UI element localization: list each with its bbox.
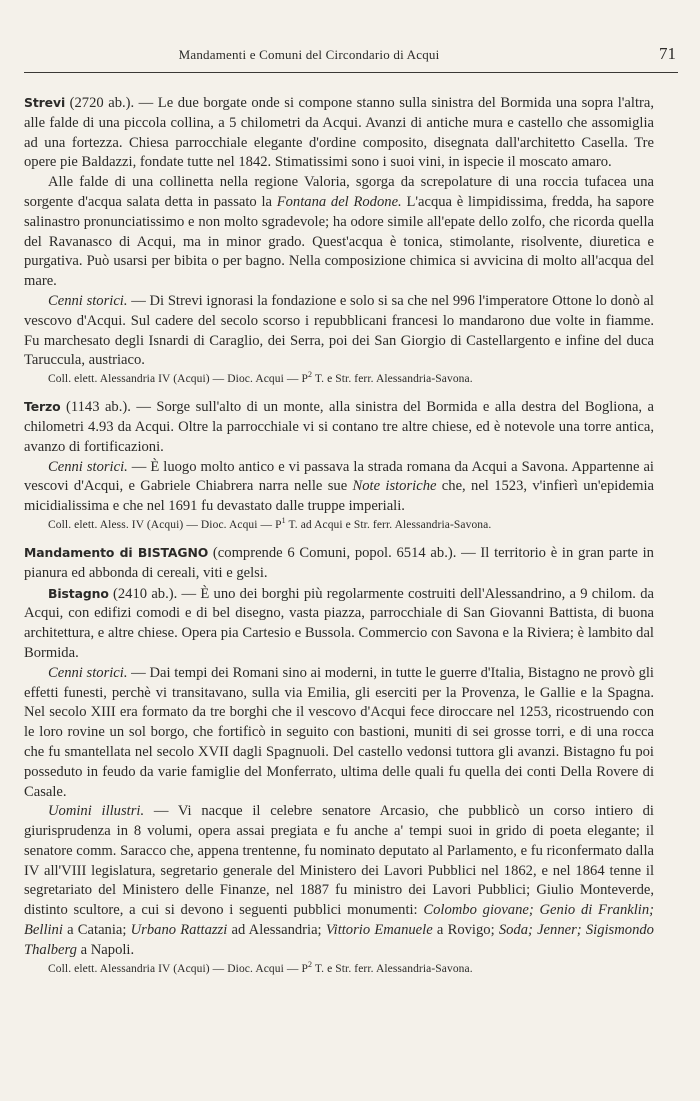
strevi-paragraph-2: Alle falde di una collinetta nella regione Valoria, sgorga da screpolature di una roccia tufacea una sorgente d'acqua salata detta in passato la Fontana del Rodone. L'acqua è limpidissima, fredda, ha sapore salinastro pronunciatissimo e non molto sgradevole; ha odore simile all'epate dello zolfo, che ricorda quella del Ravanasco di Acqui, ma in minor grado. Quest'acqua è tonica, stimolante, risolvente, diuretica e purgativa. Può usarsi per bibita o per bagno. Nella composizione chimica si avvicina di molto all'acqua del mare.	[24, 174, 654, 290]
terzo-heading: Terzo	[24, 399, 61, 415]
terzo-paragraph-2: Cenni storici. — È luogo molto antico e vi passava la strada romana da Acqui a Savona. Appartenne ai vescovi d'Acqui, e Gabriele Chiabrera narra nelle sue Note istoriche che, nel 1523, v'infierì un'epidemia micidialissima e che nel 1691 fu devastato dalle truppe imperiali.	[24, 458, 654, 515]
bistagno-note: Coll. elett. Alessandria IV (Acqui) — Dioc. Acqui — $P^2$ T. e Str. ferr. Alessandria-Savona.	[48, 959, 473, 975]
mandamento-heading: Mandamento di BISTAGNO	[24, 544, 209, 560]
strevi-paragraph-1: Strevi (2720 ab.). — Le due borgate onde si compone stanno sulla sinistra del Bormida una sopra l'altra, alle falde di una piccola collina, a 5 chilometri da Acqui. Avanzi di antiche mura e castello che assomiglia ad una fortezza. Chiesa parrocchiale elegante d'ordine composito, disegnata dall'architetto Casella. Tre opere pie Baldazzi, fondate tutte nel 1842. Stimatissimi sono i suoi vini, in ispecie il moscato amaro.	[24, 95, 654, 171]
header-title: Mandamenti e Comuni del Circondario di Acqui	[178, 47, 440, 62]
strevi-note: Coll. elett. Alessandria IV (Acqui) — Dioc. Acqui — $P^2$ T. e Str. ferr. Alessandria-Savona.	[48, 370, 473, 386]
bistagno-paragraph-3: Uomini illustri. — Vi nacque il celebre senatore Arcasio, che pubblicò un corso intiero di giurisprudenza in 8 volumi, opera assai pregiata e fu anche a' tempi suoi in grido di poeta elegante; il senatore comm. Saracco che, appena trentenne, fu nominato deputato al Parlamento, e fu riconfermato dalla IV all'VIII legislatura, segretario generale del Ministero dei Lavori Pubblici nel 1862, e nel 1864 tenne il segretariato del Ministero delle Finanze, nel 1887 fu ministro dei Lavori Pubblici; Giulio Monteverde, distinto scultore, a cui si devono i seguenti pubblici monumenti: Colombo giovane; Genio di Franklin; Bellini a Catania; Urbano Rattazzi ad Alessandria; Vittorio Emanuele a Rovigo; Soda; Jenner; Sigismondo Thalberg a Napoli.	[24, 803, 654, 958]
mandamento-paragraph: Mandamento di BISTAGNO (comprende 6 Comuni, popol. 6514 ab.). — Il territorio è in gran parte in pianura ed abbonda di cereali, viti e gelsi.	[24, 544, 654, 581]
page-number: 71	[659, 44, 676, 63]
bistagno-paragraph-2: Cenni storici. — Dai tempi dei Romani sino ai moderni, in tutte le guerre d'Italia, Bistagno ne provò gli effetti funesti, perchè vi transitavano, sulla via Emilia, gli eserciti per la Provenza, le Gallie e la Spagna. Nel secolo XIII era formato da tre borghi che il vescovo d'Acqui fece diroccare nel 1253, ricostruendo con le loro rovine un sol borgo, che fortificò in seguito con bastioni, muniti di sei grosse torri, e di una rocca che fu smantellata nel secolo XVII dagli Spagnuoli. Del castello vedonsi tuttora gli avanzi. Bistagno fu poi posseduto in feudo da varie famiglie del Monferrato, ultima delle quali fu quella dei conti Della Rovere di Casale.	[24, 664, 654, 800]
bistagno-heading: Bistagno	[48, 585, 109, 601]
header-rule	[24, 72, 678, 73]
terzo-paragraph-1: Terzo (1143 ab.). — Sorge sull'alto di un monte, alla sinistra del Bormida e alla destra del Bogliona, a chilometri 4.93 da Acqui. Oltre la parrocchiale vi si contano tre altre chiese, ed è notevole una torre antica, avanzo di fortificazioni.	[24, 399, 654, 455]
terzo-note: Coll. elett. Aless. IV (Acqui) — Dioc. Acqui — $P^1$ T. ad Acqui e Str. ferr. Alessandria-Savona.	[48, 516, 492, 531]
body-text	[24, 93, 654, 977]
strevi-heading: Strevi	[24, 95, 66, 110]
strevi-paragraph-3: Cenni storici. — Di Strevi ignorasi la fondazione e solo si sa che nel 996 l'imperatore Ottone lo donò al vescovo d'Acqui. Sul cadere del secolo scorso i repubblicani francesi lo mandarono due volte in fiamme. Fu marchesato degli Isnardi di Caraglio, dei Serra, poi dei San Giorgio di Castellargento e infine del duca Taruccula, austriaco.	[24, 292, 654, 369]
bistagno-paragraph-1: Bistagno (2410 ab.). — È uno dei borghi più regolarmente costruiti dell'Alessandrino, a 9 chilom. da Acqui, con edifizi comodi e di bel disegno, vasta piazza, parrocchiale di San Giovanni Battista, di buona architettura, e altre chiese. Opera pia Cartesio e Bussola. Commercio con Savona e la Riviera; è lambito dal Bormida.	[24, 585, 654, 661]
